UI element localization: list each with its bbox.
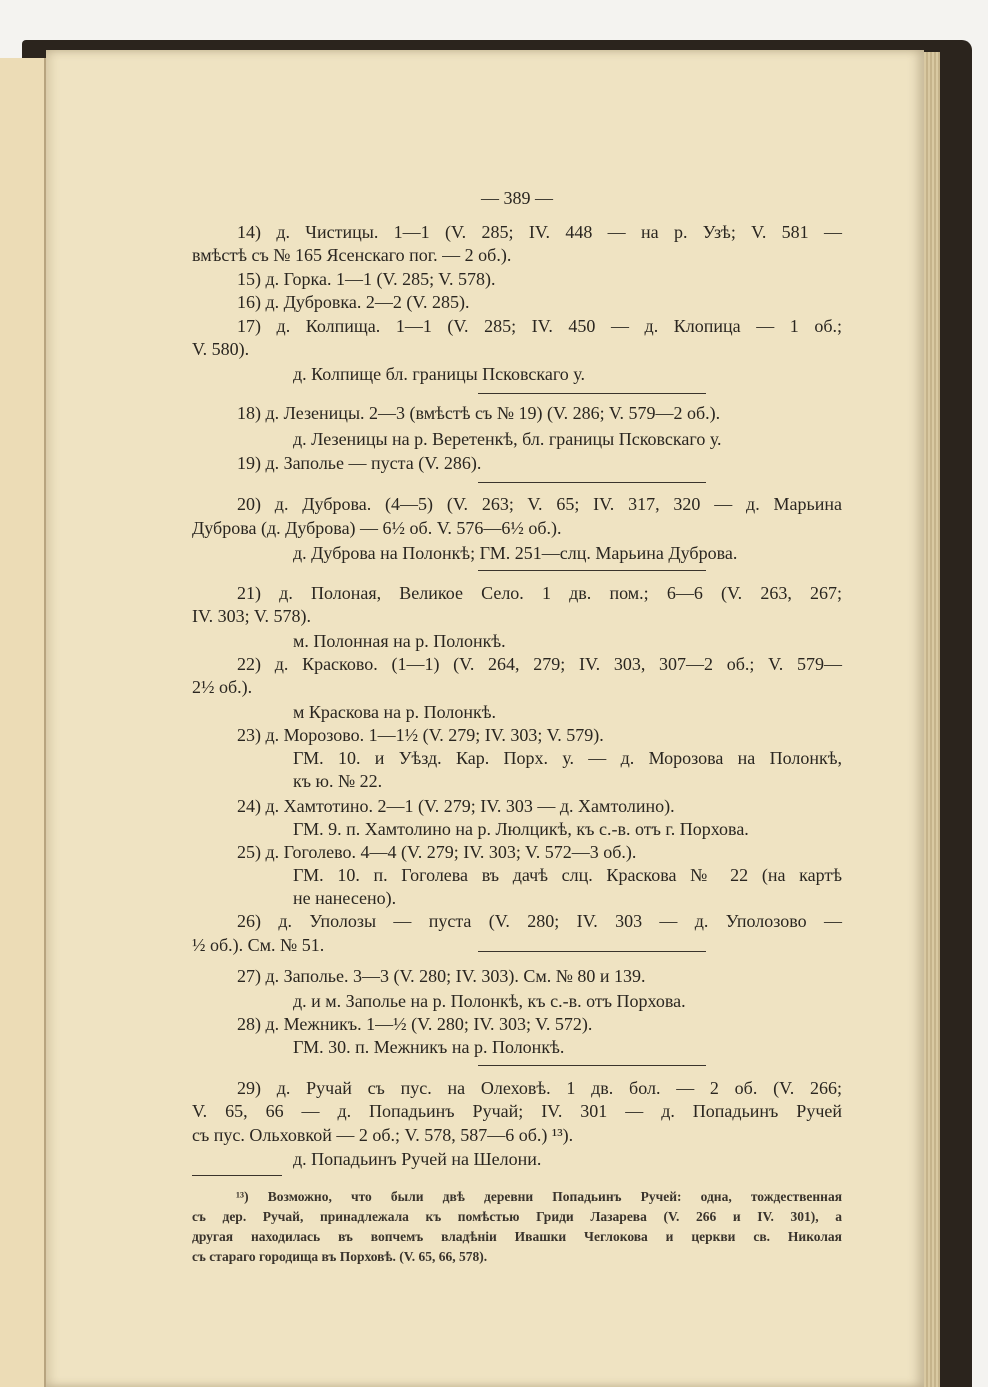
text-line: 26) д. Уполозы — пуста (V. 280; IV. 303 — д. Уполозово —	[237, 911, 842, 931]
book-page	[46, 50, 924, 1387]
text-line: 27) д. Заполье. 3—3 (V. 280; IV. 303). См. № 80 и 139.	[237, 966, 646, 986]
text-line: 29) д. Ручай съ пус. на Олеховѣ. 1 дв. бол. — 2 об. (V. 266;	[237, 1078, 842, 1098]
text-line: 2½ об.).	[192, 677, 253, 697]
text-line: ГМ. 30. п. Межникъ на р. Полонкѣ.	[293, 1037, 565, 1057]
text-line: съ пус. Ольховкой — 2 об.; V. 578, 587—6 об.) ¹³).	[192, 1125, 574, 1145]
page-stack-edge	[924, 52, 940, 1387]
footnote-line: съ стараго городища въ Порховѣ. (V. 65, 66, 578).	[192, 1249, 488, 1264]
text-line: ГМ. 10. и Уѣзд. Кар. Порх. у. — д. Морозова на Полонкѣ,	[293, 748, 842, 768]
text-line: 17) д. Колпища. 1—1 (V. 285; IV. 450 — д. Клопица — 1 об.;	[237, 316, 842, 336]
text-line: 24) д. Хамтотино. 2—1 (V. 279; IV. 303 — д. Хамтолино).	[237, 796, 675, 816]
text-line: д. Попадьинъ Ручей на Шелони.	[293, 1149, 542, 1169]
text-line: вмѣстѣ съ № 165 Ясенскаго пог. — 2 об.).	[192, 245, 512, 265]
footnote-line: съ дер. Ручай, принадлежала къ помѣстью Гриди Лазарева (V. 266 и IV. 301), а	[192, 1209, 842, 1224]
section-rule	[478, 393, 706, 394]
text-line: 22) д. Красково. (1—1) (V. 264, 279; IV. 303, 307—2 об.; V. 579—	[237, 654, 842, 674]
footnote-line: ¹³) Возможно, что были двѣ деревни Попадьинъ Ручей: одна, тождественная	[236, 1189, 842, 1204]
text-line: 21) д. Полоная, Великое Село. 1 дв. пом.; 6—6 (V. 263, 267;	[237, 583, 842, 603]
text-line: ½ об.). См. № 51.	[192, 935, 325, 955]
text-line: ГМ. 10. п. Гоголева въ дачѣ слц. Краскова № 22 (на картѣ	[293, 865, 842, 885]
section-rule	[478, 1065, 706, 1066]
page-number: — 389 —	[481, 188, 553, 208]
text-line: д. Колпище бл. границы Псковскаго у.	[293, 364, 585, 384]
footnote-line: другая находилась въ вопчемъ владѣніи Ивашки Чеглокова и церкви св. Николая	[192, 1229, 842, 1244]
text-line: 14) д. Чистицы. 1—1 (V. 285; IV. 448 — на р. Узѣ; V. 581 —	[237, 222, 842, 242]
text-line: ГМ. 9. п. Хамтолино на р. Люлцикѣ, къ с.-в. отъ г. Порхова.	[293, 819, 749, 839]
text-line: V. 580).	[192, 339, 250, 359]
text-line: д. и м. Заполье на р. Полонкѣ, къ с.-в. отъ Порхова.	[293, 991, 686, 1011]
text-line: 28) д. Межникъ. 1—½ (V. 280; IV. 303; V. 572).	[237, 1014, 593, 1034]
text-line: 20) д. Дуброва. (4—5) (V. 263; V. 65; IV. 317, 320 — д. Марьина	[237, 494, 842, 514]
text-line: 25) д. Гоголево. 4—4 (V. 279; IV. 303; V. 572—3 об.).	[237, 842, 637, 862]
text-line: д. Лезеницы на р. Веретенкѣ, бл. границы Псковскаго у.	[293, 429, 722, 449]
section-rule	[478, 570, 706, 571]
text-line: 15) д. Горка. 1—1 (V. 285; V. 578).	[237, 269, 496, 289]
text-line: V. 65, 66 — д. Попадьинъ Ручай; IV. 301 — д. Попадьинъ Ручей	[192, 1101, 842, 1121]
text-line: м Краскова на р. Полонкѣ.	[293, 702, 496, 722]
text-line: д. Дуброва на Полонкѣ; ГМ. 251—слц. Марьина Дуброва.	[293, 543, 738, 563]
text-line: 16) д. Дубровка. 2—2 (V. 285).	[237, 292, 470, 312]
text-line: Дуброва (д. Дуброва) — 6½ об. V. 576—6½ об.).	[192, 518, 562, 538]
text-line: 19) д. Заполье — пуста (V. 286).	[237, 453, 482, 473]
section-rule	[478, 951, 706, 952]
text-line: къ ю. № 22.	[293, 771, 383, 791]
text-line: 23) д. Морозово. 1—1½ (V. 279; IV. 303; V. 579).	[237, 725, 604, 745]
text-line: 18) д. Лезеницы. 2—3 (вмѣстѣ съ № 19) (V. 286; V. 579—2 об.).	[237, 403, 721, 423]
section-rule	[478, 482, 706, 483]
text-line: м. Полонная на р. Полонкѣ.	[293, 631, 506, 651]
left-page-edge	[0, 58, 46, 1387]
text-line: не нанесено).	[293, 888, 397, 908]
text-line: IV. 303; V. 578).	[192, 606, 312, 626]
footnote-rule	[192, 1175, 282, 1176]
